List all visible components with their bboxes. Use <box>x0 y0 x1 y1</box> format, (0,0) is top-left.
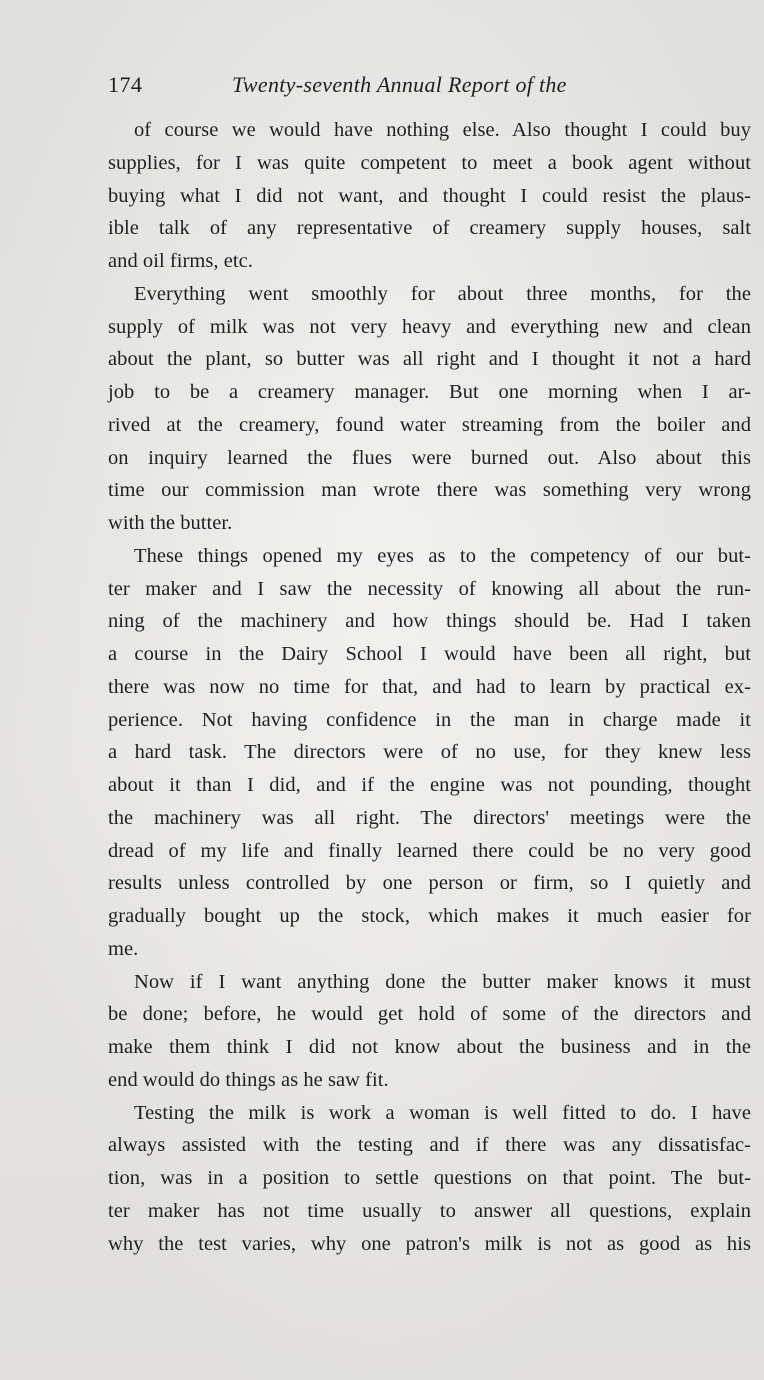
text-line: with the butter. <box>108 512 233 534</box>
running-title: Twenty-seventh Annual Report of the <box>232 72 567 97</box>
text-line: why the test varies, why one patron's milk is not as good as his <box>108 1232 751 1255</box>
text-line: of course we would have nothing else. Also thought I could buy <box>134 119 751 141</box>
text-line: the machinery was all right. The directors' meetings were the <box>108 806 751 829</box>
text-line: Testing the milk is work a woman is well fitted to do. I have <box>134 1101 751 1124</box>
text-line: on inquiry learned the flues were burned out. Also about this <box>108 446 751 469</box>
text-line: ible talk of any representative of creamery supply houses, salt <box>108 217 751 240</box>
text-line: there was now no time for that, and had to learn by practical ex- <box>108 675 751 698</box>
text-line: job to be a creamery manager. But one morning when I ar- <box>108 381 751 403</box>
text-line: Everything went smoothly for about three months, for the <box>134 282 751 305</box>
page-header <box>108 70 753 104</box>
text-line: end would do things as he saw fit. <box>108 1068 389 1091</box>
paragraph-5 <box>108 1097 751 1261</box>
text-line: a course in the Dairy School I would have been all right, but <box>108 643 751 665</box>
text-line: These things opened my eyes as to the competency of our but- <box>134 544 751 567</box>
text-line: me. <box>108 937 139 960</box>
text-line: about it than I did, and if the engine was not pounding, thought <box>108 774 751 796</box>
text-line: results unless controlled by one person or firm, so I quietly and <box>108 872 751 895</box>
text-line: and oil firms, etc. <box>108 250 253 272</box>
text-line: rived at the creamery, found water streaming from the boiler and <box>108 413 751 436</box>
text-line: always assisted with the testing and if there was any dissatisfac- <box>108 1134 751 1157</box>
text-line: ter maker has not time usually to answer all questions, explain <box>108 1199 751 1222</box>
text-line: make them think I did not know about the business and in the <box>108 1036 751 1058</box>
text-line: ter maker and I saw the necessity of knowing all about the run- <box>108 577 751 600</box>
text-line: time our commission man wrote there was something very wrong <box>108 479 751 502</box>
text-line: tion, was in a position to settle questions on that point. The but- <box>108 1167 751 1189</box>
text-line: Now if I want anything done the butter maker knows it must <box>134 970 751 993</box>
text-line: a hard task. The directors were of no use, for they knew less <box>108 741 751 764</box>
text-line: be done; before, he would get hold of some of the directors and <box>108 1003 751 1026</box>
text-line: buying what I did not want, and thought I could resist the plaus- <box>108 184 751 207</box>
page-number: 174 <box>108 72 143 97</box>
body-text <box>108 114 751 1260</box>
paragraph-2 <box>108 278 751 540</box>
text-line: dread of my life and finally learned there could be no very good <box>108 839 751 862</box>
paragraph-1 <box>108 114 751 278</box>
paragraph-4 <box>108 966 751 1097</box>
text-line: perience. Not having confidence in the man in charge made it <box>108 708 751 731</box>
text-line: ning of the machinery and how things should be. Had I taken <box>108 610 751 633</box>
paragraph-3 <box>108 540 751 966</box>
text-line: supply of milk was not very heavy and everything new and clean <box>108 315 751 338</box>
text-line: supplies, for I was quite competent to meet a book agent without <box>108 151 751 174</box>
text-line: about the plant, so butter was all right and I thought it not a hard <box>108 348 751 371</box>
text-line: gradually bought up the stock, which makes it much easier for <box>108 905 751 927</box>
